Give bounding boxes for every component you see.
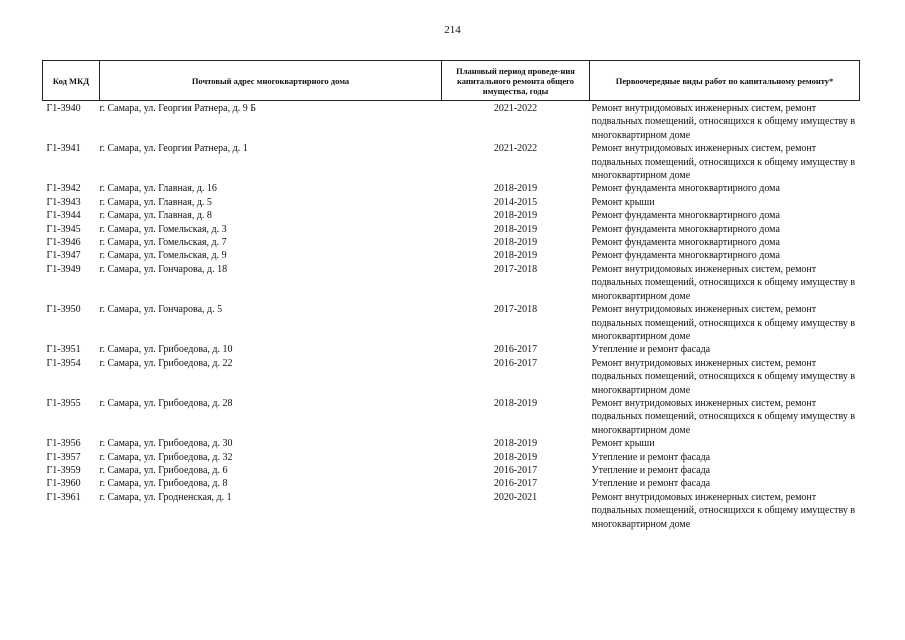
cell-works: Утепление и ремонт фасада <box>591 478 711 490</box>
cell-code: Г1-3956 <box>46 438 81 450</box>
cell-period: 2021-2022 <box>493 103 538 114</box>
cell-period: 2018-2019 <box>493 210 538 222</box>
cell-code: Г1-3951 <box>46 344 81 356</box>
cell-works: Ремонт фундамента многоквартирного дома <box>591 223 780 235</box>
cell-period: 2021-2022 <box>493 143 538 155</box>
table-body <box>43 101 860 532</box>
cell-code: Г1-3946 <box>46 237 81 249</box>
cell-address: г. Самара, ул. Георгия Ратнера, д. 9 Б <box>99 103 256 114</box>
cell-period: 2018-2019 <box>493 438 538 450</box>
table-row <box>43 182 860 195</box>
table-row <box>43 464 860 477</box>
table-row <box>43 249 860 262</box>
cell-works: Ремонт фундамента многоквартирного дома <box>591 237 780 249</box>
table-row <box>43 477 860 490</box>
cell-code: Г1-3940 <box>46 103 81 114</box>
cell-code: Г1-3954 <box>46 357 81 369</box>
cell-works: Ремонт фундамента многоквартирного дома <box>591 210 780 222</box>
cell-works: Утепление и ремонт фасада <box>591 344 711 356</box>
cell-address: г. Самара, ул. Гомельская, д. 7 <box>99 237 227 249</box>
cell-code: Г1-3949 <box>46 263 81 275</box>
cell-code: Г1-3957 <box>46 451 81 463</box>
cell-works: Утепление и ремонт фасада <box>591 464 711 476</box>
cell-address: г. Самара, ул. Гончарова, д. 18 <box>99 263 228 275</box>
cell-period: 2016-2017 <box>493 344 538 356</box>
cell-works: Ремонт внутридомовых инженерных систем, ремонт подвальных помещений, относящихся к общему имуществу в многоквартирном доме <box>591 263 856 302</box>
cell-address: г. Самара, ул. Главная, д. 8 <box>99 210 212 222</box>
cell-address: г. Самара, ул. Гончарова, д. 5 <box>99 304 223 316</box>
cell-code: Г1-3955 <box>46 397 81 409</box>
cell-address: г. Самара, ул. Гомельская, д. 3 <box>99 223 227 235</box>
cell-address: г. Самара, ул. Георгия Ратнера, д. 1 <box>99 143 248 155</box>
cell-address: г. Самара, ул. Гомельская, д. 9 <box>99 250 227 262</box>
cell-works: Ремонт крыши <box>591 196 655 208</box>
header-period: Плановый период проведе-ния капитального ремонта общего имущества, годы <box>442 61 590 101</box>
cell-period: 2017-2018 <box>493 304 538 316</box>
cell-address: г. Самара, ул. Грибоедова, д. 28 <box>99 397 233 409</box>
cell-period: 2018-2019 <box>493 223 538 235</box>
cell-code: Г1-3960 <box>46 478 81 490</box>
header-code: Код МКД <box>43 61 100 101</box>
table-row <box>43 236 860 249</box>
cell-code: Г1-3950 <box>46 304 81 316</box>
cell-address: г. Самара, ул. Грибоедова, д. 22 <box>99 357 233 369</box>
table-row <box>43 101 860 143</box>
table-row <box>43 491 860 531</box>
cell-period: 2018-2019 <box>493 451 538 463</box>
cell-code: Г1-3944 <box>46 210 81 222</box>
table-row <box>43 223 860 236</box>
cell-address: г. Самара, ул. Грибоедова, д. 30 <box>99 438 233 450</box>
cell-code: Г1-3945 <box>46 223 81 235</box>
cell-works: Ремонт внутридомовых инженерных систем, ремонт подвальных помещений, относящихся к общему имуществу в многоквартирном доме <box>591 397 856 436</box>
cell-period: 2018-2019 <box>493 183 538 195</box>
cell-period: 2020-2021 <box>493 491 538 503</box>
cell-works: Ремонт внутридомовых инженерных систем, ремонт подвальных помещений, относящихся к общему имуществу в многоквартирном доме <box>591 304 856 342</box>
cell-period: 2018-2019 <box>493 250 538 262</box>
cell-address: г. Самара, ул. Грибоедова, д. 6 <box>99 464 228 476</box>
table-row <box>43 303 860 343</box>
table-row <box>43 343 860 356</box>
cell-period: 2016-2017 <box>493 464 538 476</box>
table-row <box>43 437 860 450</box>
cell-code: Г1-3941 <box>46 143 81 155</box>
cell-address: г. Самара, ул. Грибоедова, д. 8 <box>99 478 228 490</box>
cell-period: 2014-2015 <box>493 196 538 208</box>
page-number: 214 <box>444 24 461 36</box>
cell-works: Утепление и ремонт фасада <box>591 451 711 463</box>
cell-period: 2016-2017 <box>493 357 538 369</box>
cell-code: Г1-3959 <box>46 464 81 476</box>
cell-works: Ремонт фундамента многоквартирного дома <box>591 250 780 262</box>
table-row <box>43 263 860 303</box>
cell-code: Г1-3943 <box>46 196 81 208</box>
cell-period: 2018-2019 <box>493 237 538 249</box>
table-row <box>43 397 860 437</box>
table-row <box>43 357 860 397</box>
cell-works: Ремонт фундамента многоквартирного дома <box>591 183 780 195</box>
table-row <box>43 209 860 222</box>
cell-address: г. Самара, ул. Главная, д. 5 <box>99 196 212 208</box>
cell-period: 2017-2018 <box>493 263 538 275</box>
table-row <box>43 142 860 182</box>
cell-works: Ремонт внутридомовых инженерных систем, ремонт подвальных помещений, относящихся к общему имуществу в многоквартирном доме <box>591 143 856 182</box>
cell-code: Г1-3942 <box>46 183 81 195</box>
cell-address: г. Самара, ул. Гродненская, д. 1 <box>99 491 232 503</box>
capital-repair-table <box>42 60 860 531</box>
cell-address: г. Самара, ул. Грибоедова, д. 32 <box>99 451 233 463</box>
table-row <box>43 196 860 209</box>
cell-period: 2016-2017 <box>493 478 538 490</box>
cell-works: Ремонт крыши <box>591 438 655 450</box>
table-row <box>43 451 860 464</box>
cell-address: г. Самара, ул. Грибоедова, д. 10 <box>99 344 233 356</box>
cell-works: Ремонт внутридомовых инженерных систем, ремонт подвальных помещений, относящихся к общему имуществу в многоквартирном доме <box>591 103 856 141</box>
cell-works: Ремонт внутридомовых инженерных систем, ремонт подвальных помещений, относящихся к общему имуществу в многоквартирном доме <box>591 357 856 396</box>
cell-code: Г1-3947 <box>46 250 81 262</box>
cell-code: Г1-3961 <box>46 491 81 503</box>
header-address: Почтовый адрес многоквартирного дома <box>100 61 442 101</box>
table-header-row <box>43 61 860 101</box>
cell-works: Ремонт внутридомовых инженерных систем, ремонт подвальных помещений, относящихся к общему имуществу в многоквартирном доме <box>591 491 856 530</box>
cell-period: 2018-2019 <box>493 397 538 409</box>
header-works: Первоочередные виды работ по капитальному ремонту* <box>590 61 860 101</box>
cell-address: г. Самара, ул. Главная, д. 16 <box>99 183 217 195</box>
